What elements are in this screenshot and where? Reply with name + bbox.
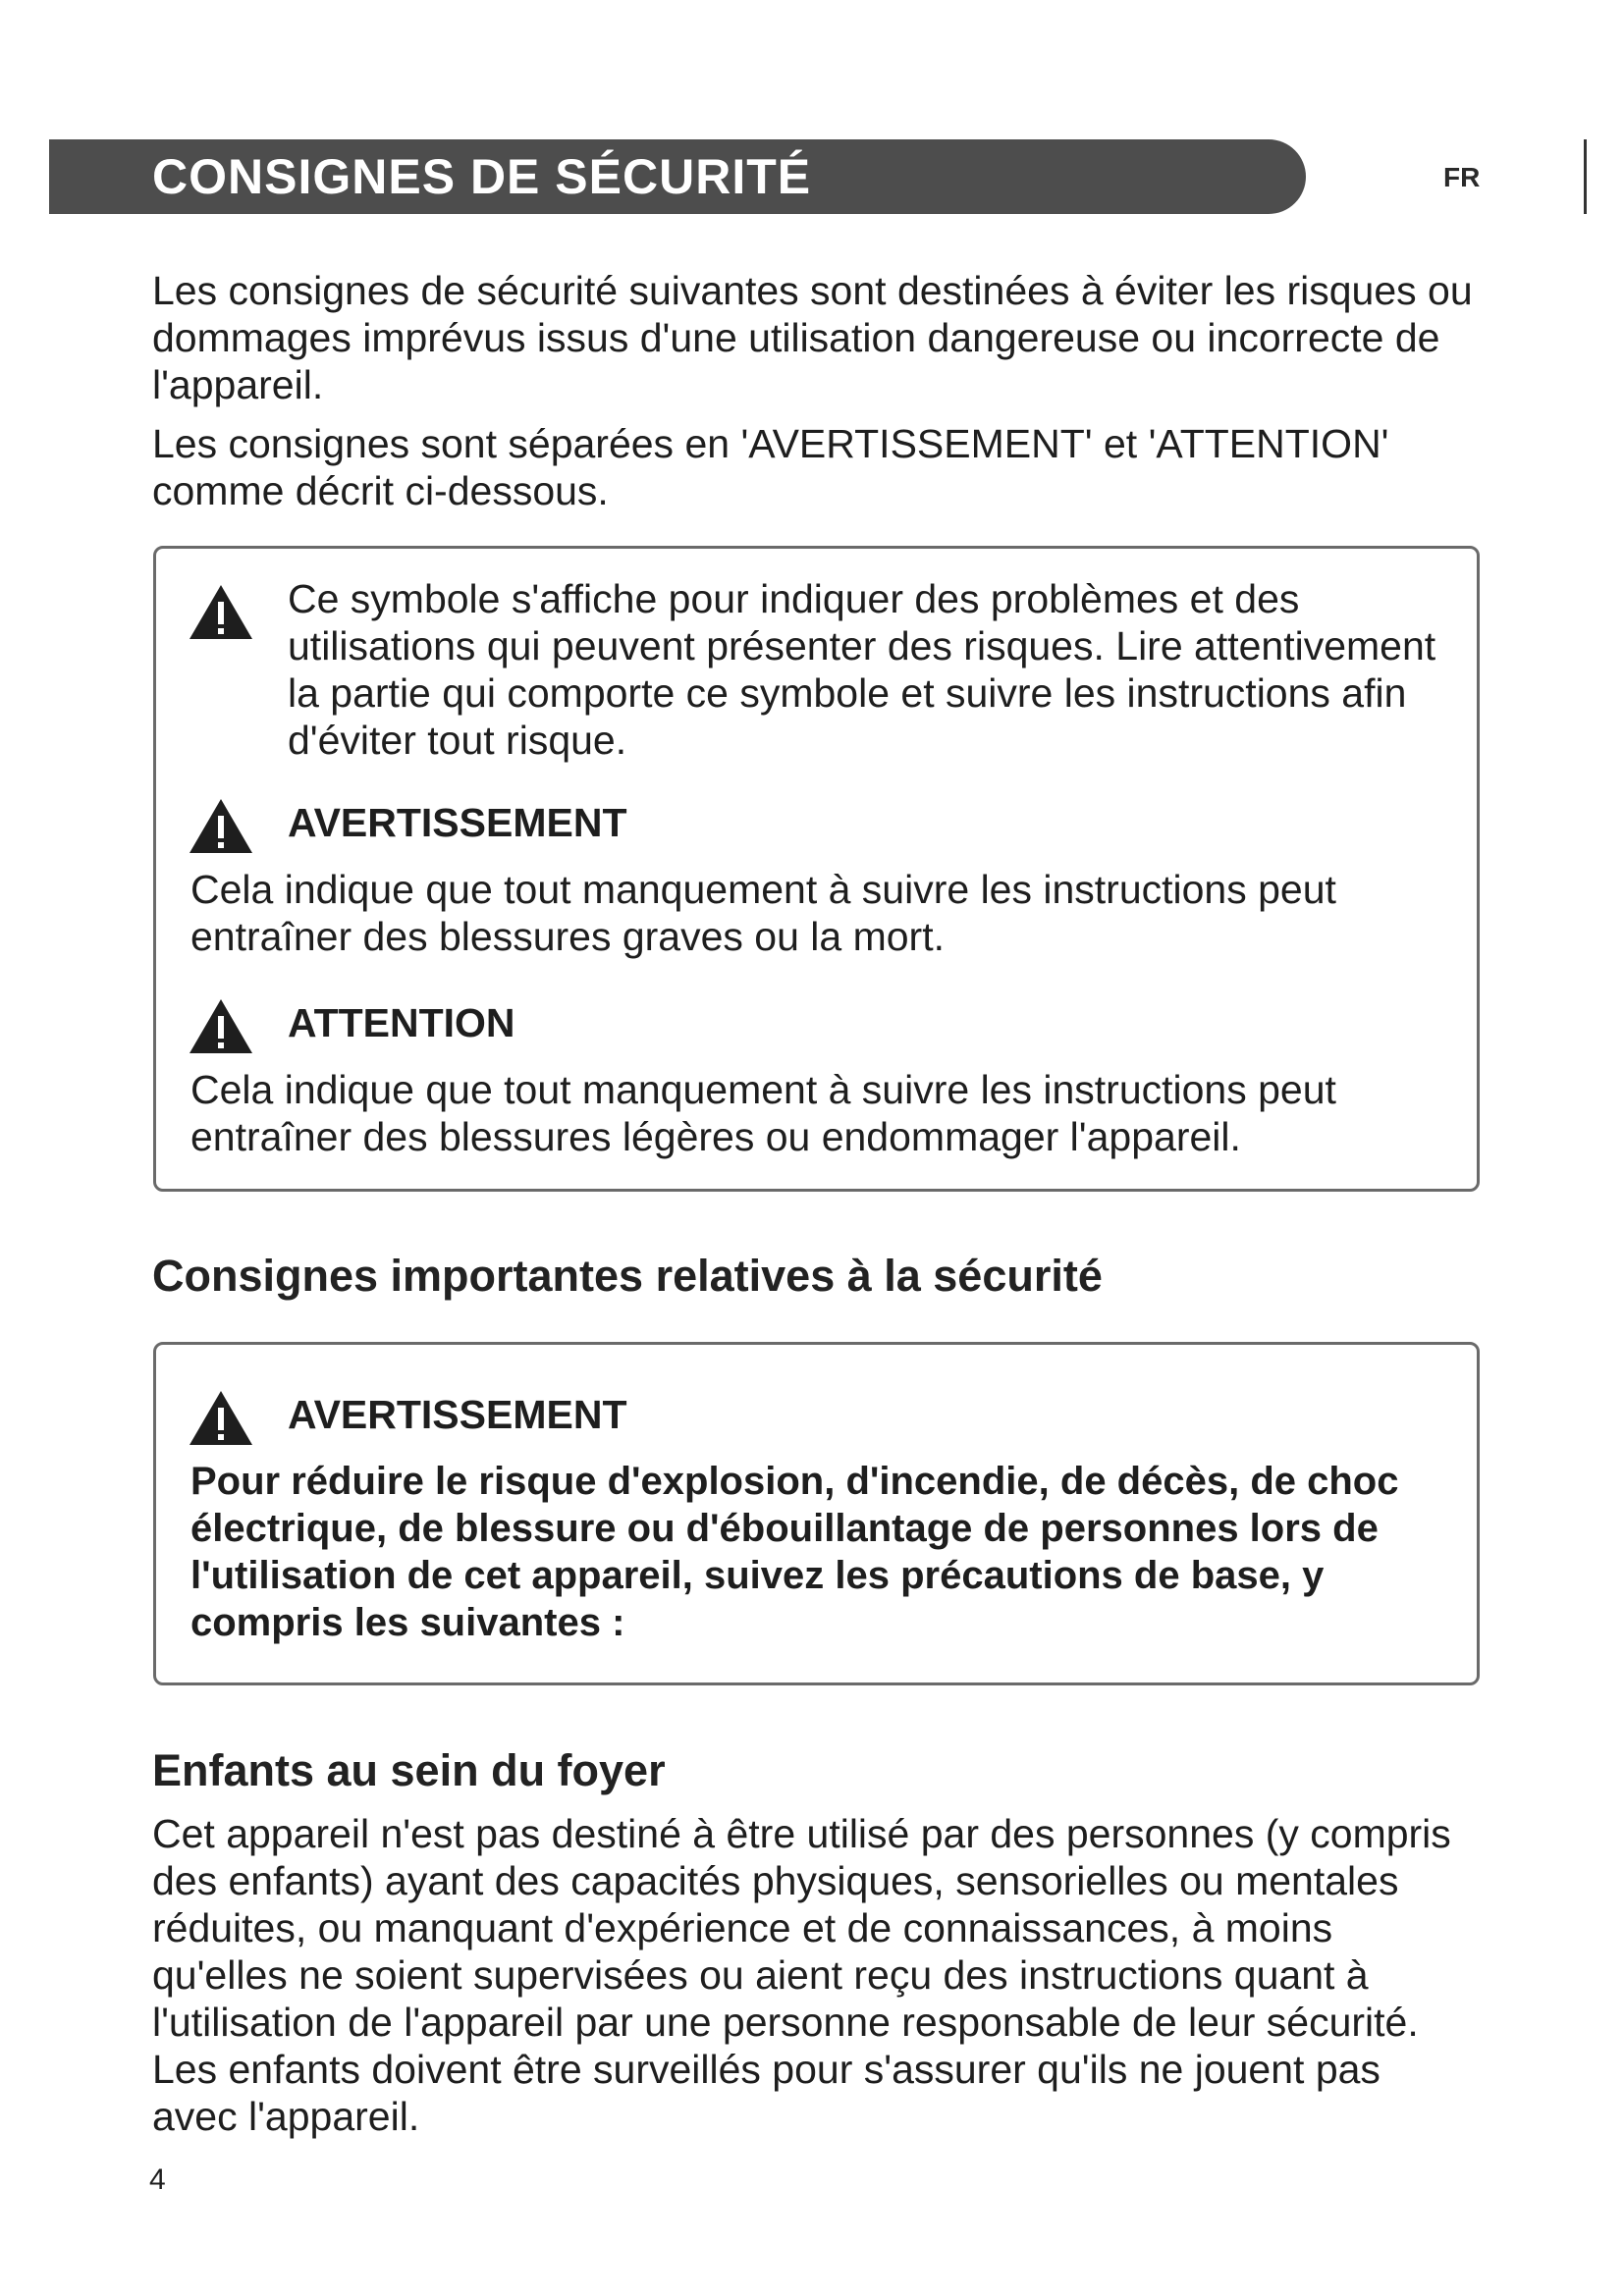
page-number: 4	[149, 2163, 166, 2196]
section-title: CONSIGNES DE SÉCURITÉ	[152, 149, 812, 204]
warning-description: Cela indique que tout manquement à suivre les instructions peut entraîner des blessures graves ou la mort.	[190, 867, 1336, 959]
important-safety-heading: Consignes importantes relatives à la sécurité	[152, 1251, 1103, 1301]
section-title-bar	[49, 139, 1306, 214]
warning-triangle-icon	[188, 996, 254, 1055]
symbol-description: Ce symbole s'affiche pour indiquer des problèmes et des utilisations qui peuvent présenter des risques. Lire attentivement la partie qui comporte ce symbole et suivre les instructions afin d'éviter tout risque.	[288, 576, 1436, 763]
caution-label: ATTENTION	[288, 1000, 515, 1045]
important-warning-text: Pour réduire le risque d'explosion, d'incendie, de décès, de choc électrique, de blessure ou d'ébouillantage de personnes lors de l'utilisation de cet appareil, suivez les précautions de base, y compris les suivantes :	[190, 1460, 1399, 1644]
children-paragraph: Cet appareil n'est pas destiné à être utilisé par des personnes (y compris des enfants) ayant des capacités physiques, sensorielles ou mentales réduites, ou manquant d'expérience et de connaissances, à moins qu'elles ne soient supervisées ou aient reçu des instructions quant à l'utilisation de l'appareil par une personne responsable de leur sécurité. Les enfants doivent être surveillés pour s'assurer qu'ils ne jouent pas avec l'appareil.	[152, 1811, 1451, 2139]
warning-label: AVERTISSEMENT	[288, 800, 627, 845]
important-warning-label: AVERTISSEMENT	[288, 1392, 627, 1437]
intro-paragraph-2: Les consignes sont séparées en 'AVERTISSEMENT' et 'ATTENTION' comme décrit ci-dessous.	[152, 421, 1389, 513]
caution-description: Cela indique que tout manquement à suivre les instructions peut entraîner des blessures légères ou endommager l'appareil.	[190, 1067, 1336, 1159]
intro-paragraph-1: Les consignes de sécurité suivantes sont destinées à éviter les risques ou dommages imprévus issus d'une utilisation dangereuse ou incorrecte de l'appareil.	[152, 268, 1473, 407]
language-code: FR	[1443, 162, 1481, 192]
margin-rule	[1584, 139, 1587, 214]
symbol-legend-box	[153, 546, 1480, 1192]
important-warning-box	[153, 1342, 1480, 1685]
warning-triangle-icon	[188, 582, 254, 641]
warning-triangle-icon	[188, 796, 254, 855]
warning-triangle-icon	[188, 1388, 254, 1447]
children-heading: Enfants au sein du foyer	[152, 1745, 666, 1795]
